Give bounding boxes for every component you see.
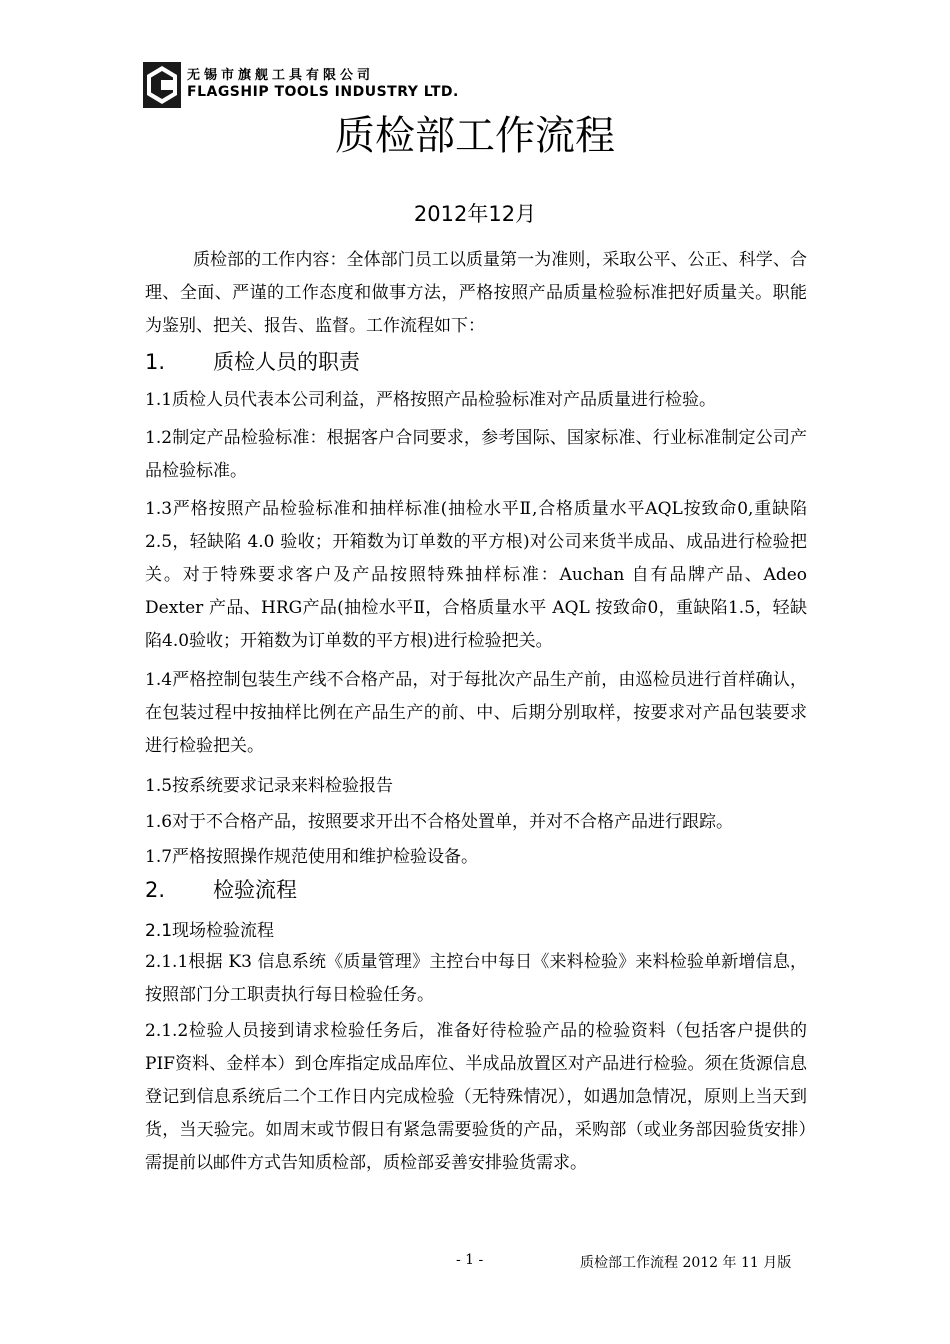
item-1-6: 1.6对于不合格产品，按照要求开出不合格处置单，并对不合格产品进行跟踪。	[145, 812, 734, 832]
item-1-7: 1.7严格按照操作规范使用和维护检验设备。	[145, 847, 479, 867]
subsection-2-1-title: 2.1现场检验流程	[145, 921, 275, 941]
document-title: 质检部工作流程	[335, 113, 615, 159]
intro-paragraph: 质检部的工作内容：全体部门员工以质量第一为准则，采取公平、公正、科学、合理、全面、严谨的工作态度和做事方法，严格按照产品质量检验标准把好质量关。职能为鉴别、把关、报告、监督。工作流程如下：	[145, 250, 807, 336]
item-1-5: 1.5按系统要求记录来料检验报告	[145, 776, 394, 796]
section-2-heading	[145, 874, 297, 904]
item-1-3: 1.3严格按照产品检验标准和抽样标准(抽检水平Ⅱ,合格质量水平AQL按致命0,重缺陷 2.5，轻缺陷 4.0 验收；开箱数为订单数的平方根)对公司来货半成品、成品进行检验把关。对于特殊要求客户及产品按照特殊抽样标准：Auchan 自有品牌产品、Adeo Dexter 产品、HRG产品(抽检水平Ⅱ，合格质量水平 AQL 按致命0，重缺陷1.5，轻缺陷4.0验收；开箱数为订单数的平方根)进行检验把关。	[145, 499, 807, 651]
section-1-heading	[145, 346, 360, 376]
document-date: 2012年12月	[413, 202, 537, 226]
section-1-title: 质检人员的职责	[213, 350, 360, 374]
section-1-number: 1.	[145, 350, 166, 374]
item-1-2: 1.2制定产品检验标准：根据客户合同要求，参考国际、国家标准、行业标准制定公司产品检验标准。	[145, 428, 807, 481]
company-name-en: FLAGSHIP TOOLS INDUSTRY LTD.	[187, 84, 459, 100]
item-2-1-2: 2.1.2检验人员接到请求检验任务后，准备好待检验产品的检验资料（包括客户提供的PIF资料、金样本）到仓库指定成品库位、半成品放置区对产品进行检验。须在货源信息登记到信息系统后二个工作日内完成检验（无特殊情况），如遇加急情况，原则上当天到货，当天验完。如周末或节假日有紧急需要验货的产品，采购部（或业务部因验货安排）需提前以邮件方式告知质检部，质检部妥善安排验货需求。	[145, 1021, 807, 1173]
page-number: - 1 -	[456, 1252, 484, 1268]
footer-doc-version: 质检部工作流程 2012 年 11 月版	[580, 1255, 792, 1271]
logo-mark-icon	[143, 62, 181, 108]
section-2-title: 检验流程	[213, 878, 297, 902]
company-logo	[143, 62, 459, 108]
company-name-cn: 无锡市旗舰工具有限公司	[187, 68, 375, 83]
item-1-1: 1.1质检人员代表本公司利益，严格按照产品检验标准对产品质量进行检验。	[145, 390, 717, 410]
item-2-1-1: 2.1.1根据 K3 信息系统《质量管理》主控台中每日《来料检验》来料检验单新增信息，按照部门分工职责执行每日检验任务。	[145, 952, 807, 1005]
section-2-number: 2.	[145, 878, 166, 902]
item-1-4: 1.4严格控制包装生产线不合格产品，对于每批次产品生产前，由巡检员进行首样确认，在包装过程中按抽样比例在产品生产的前、中、后期分别取样，按要求对产品包装要求进行检验把关。	[145, 670, 807, 756]
